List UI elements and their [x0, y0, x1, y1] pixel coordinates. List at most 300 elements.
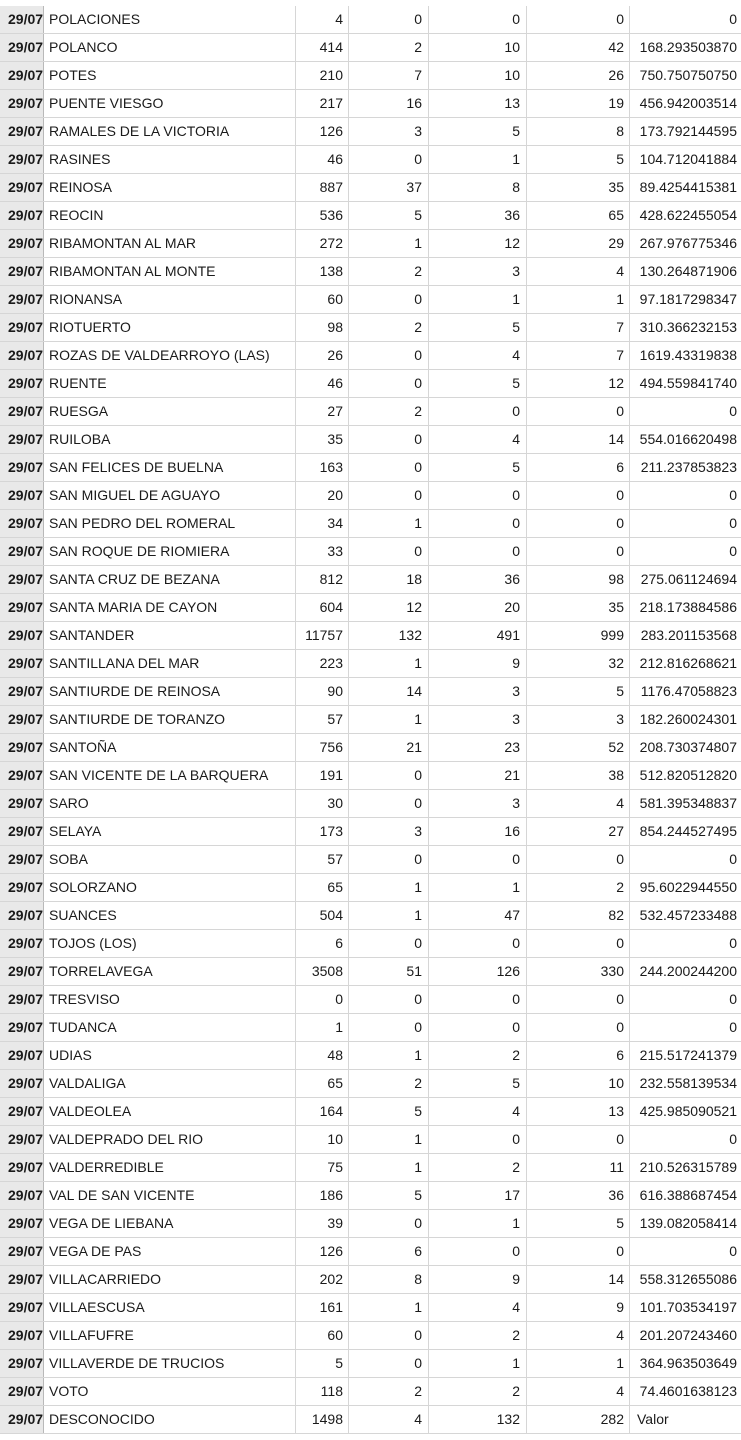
value-cell-4[interactable]: 14	[527, 1266, 630, 1293]
value-cell-2[interactable]: 37	[349, 174, 429, 201]
value-cell-3[interactable]: 36	[429, 566, 527, 593]
date-cell[interactable]	[0, 342, 44, 369]
value-cell-1[interactable]: 6	[296, 930, 349, 957]
value-cell-3[interactable]: 1	[429, 1350, 527, 1377]
table-row[interactable]	[0, 1070, 741, 1098]
municipality-cell[interactable]: VEGA DE LIEBANA	[44, 1210, 296, 1237]
value-cell-5[interactable]: 211.237853823	[640, 459, 737, 475]
value-cell-1[interactable]: 118	[296, 1378, 349, 1405]
date-cell[interactable]	[0, 118, 44, 145]
value-cell-3[interactable]: 36	[429, 202, 527, 229]
municipality-cell[interactable]: TORRELAVEGA	[44, 958, 296, 985]
value-cell-2[interactable]: 1	[349, 1294, 429, 1321]
value-cell-1[interactable]: 65	[296, 874, 349, 901]
value-cell-2[interactable]: 1	[349, 1154, 429, 1181]
table-row[interactable]	[0, 1406, 741, 1434]
date-cell[interactable]	[0, 1182, 44, 1209]
value-cell-4[interactable]: 65	[527, 202, 630, 229]
value-cell-4[interactable]: 32	[527, 650, 630, 677]
table-row[interactable]	[0, 314, 741, 342]
value-cell-1[interactable]: 887	[296, 174, 349, 201]
value-cell-2[interactable]: 14	[349, 678, 429, 705]
value-cell-5[interactable]: 750.750750750	[639, 67, 737, 83]
municipality-cell[interactable]: SOBA	[44, 846, 296, 873]
value-cell-3[interactable]: 10	[429, 62, 527, 89]
value-cell-5[interactable]: 532.457233488	[639, 907, 737, 923]
date-cell[interactable]	[0, 566, 44, 593]
date-cell[interactable]	[0, 846, 44, 873]
table-row[interactable]	[0, 538, 741, 566]
value-cell-4[interactable]: 0	[527, 930, 630, 957]
value-cell-1[interactable]: 34	[296, 510, 349, 537]
value-cell-2[interactable]: 0	[349, 482, 429, 509]
value-cell-4[interactable]: 13	[527, 1098, 630, 1125]
value-cell-1[interactable]: 164	[296, 1098, 349, 1125]
value-cell-5[interactable]: 244.200244200	[639, 963, 737, 979]
value-cell-1[interactable]: 75	[296, 1154, 349, 1181]
value-cell-2[interactable]: 51	[349, 958, 429, 985]
table-row[interactable]	[0, 510, 741, 538]
value-cell-3[interactable]: 47	[429, 902, 527, 929]
value-cell-1[interactable]: 536	[296, 202, 349, 229]
value-cell-2[interactable]: 132	[349, 622, 429, 649]
municipality-cell[interactable]: VALDERREDIBLE	[44, 1154, 296, 1181]
table-row[interactable]	[0, 1210, 741, 1238]
value-cell-2[interactable]: 0	[349, 286, 429, 313]
value-cell-1[interactable]: 48	[296, 1042, 349, 1069]
value-cell-2[interactable]: 21	[349, 734, 429, 761]
table-row[interactable]	[0, 426, 741, 454]
value-cell-4[interactable]: 10	[527, 1070, 630, 1097]
value-cell-4[interactable]: 38	[527, 762, 630, 789]
table-row[interactable]	[0, 790, 741, 818]
value-cell-1[interactable]: 138	[296, 258, 349, 285]
date-cell[interactable]	[0, 1126, 44, 1153]
municipality-cell[interactable]: SAN VICENTE DE LA BARQUERA	[44, 762, 296, 789]
value-cell-4[interactable]: 4	[527, 790, 630, 817]
table-row[interactable]	[0, 594, 741, 622]
table-row[interactable]	[0, 34, 741, 62]
value-cell-3[interactable]: 3	[429, 678, 527, 705]
value-cell-2[interactable]: 4	[349, 1406, 429, 1433]
value-cell-2[interactable]: 5	[349, 1098, 429, 1125]
value-cell-4[interactable]: 27	[527, 818, 630, 845]
value-cell-1[interactable]: 46	[296, 370, 349, 397]
value-cell-4[interactable]: 0	[527, 1014, 630, 1041]
value-cell-2[interactable]: 7	[349, 62, 429, 89]
value-cell-4[interactable]: 7	[527, 342, 630, 369]
value-cell-4[interactable]: 0	[527, 6, 630, 33]
table-row[interactable]	[0, 1182, 741, 1210]
municipality-cell[interactable]: RASINES	[44, 146, 296, 173]
value-cell-5[interactable]: 0	[729, 1019, 737, 1035]
value-cell-2[interactable]: 3	[349, 118, 429, 145]
date-cell[interactable]	[0, 62, 44, 89]
value-cell-4[interactable]: 6	[527, 1042, 630, 1069]
value-cell-1[interactable]: 3508	[296, 958, 349, 985]
value-cell-3[interactable]: 0	[429, 510, 527, 537]
value-cell-4[interactable]: 8	[527, 118, 630, 145]
value-cell-2[interactable]: 8	[349, 1266, 429, 1293]
date-cell[interactable]	[0, 454, 44, 481]
value-cell-4[interactable]: 282	[527, 1406, 630, 1433]
value-cell-1[interactable]: 90	[296, 678, 349, 705]
value-cell-4[interactable]: 0	[527, 986, 630, 1013]
value-cell-1[interactable]: 35	[296, 426, 349, 453]
value-cell-5[interactable]: 283.201153568	[640, 627, 737, 643]
table-row[interactable]	[0, 6, 741, 34]
table-row[interactable]	[0, 342, 741, 370]
municipality-cell[interactable]: TRESVISO	[44, 986, 296, 1013]
table-row[interactable]	[0, 118, 741, 146]
municipality-cell[interactable]: VALDEPRADO DEL RIO	[44, 1126, 296, 1153]
date-cell[interactable]	[0, 1350, 44, 1377]
value-cell-1[interactable]: 39	[296, 1210, 349, 1237]
value-cell-2[interactable]: 0	[349, 790, 429, 817]
municipality-cell[interactable]: ROZAS DE VALDEARROYO (LAS)	[44, 342, 296, 369]
municipality-cell[interactable]: DESCONOCIDO	[44, 1406, 296, 1433]
value-cell-3[interactable]: 0	[429, 846, 527, 873]
value-cell-1[interactable]: 186	[296, 1182, 349, 1209]
table-row[interactable]	[0, 1378, 741, 1406]
value-cell-2[interactable]: 2	[349, 314, 429, 341]
value-cell-3[interactable]: 4	[429, 1098, 527, 1125]
date-cell[interactable]	[0, 174, 44, 201]
table-row[interactable]	[0, 762, 741, 790]
value-cell-2[interactable]: 0	[349, 846, 429, 873]
value-cell-4[interactable]: 26	[527, 62, 630, 89]
value-cell-2[interactable]: 5	[349, 202, 429, 229]
value-cell-5[interactable]: 210.526315789	[639, 1159, 737, 1175]
value-cell-3[interactable]: 4	[429, 1294, 527, 1321]
table-row[interactable]	[0, 258, 741, 286]
value-cell-5[interactable]: 101.703534197	[639, 1299, 737, 1315]
value-cell-1[interactable]: 202	[296, 1266, 349, 1293]
date-cell[interactable]	[0, 1378, 44, 1405]
value-cell-1[interactable]: 5	[296, 1350, 349, 1377]
value-cell-2[interactable]: 1	[349, 1126, 429, 1153]
date-cell[interactable]	[0, 90, 44, 117]
value-cell-4[interactable]: 5	[527, 146, 630, 173]
value-cell-3[interactable]: 5	[429, 454, 527, 481]
value-cell-4[interactable]: 9	[527, 1294, 630, 1321]
table-row[interactable]	[0, 1322, 741, 1350]
table-row[interactable]	[0, 1154, 741, 1182]
table-row[interactable]	[0, 1098, 741, 1126]
date-cell[interactable]	[0, 426, 44, 453]
municipality-cell[interactable]: RIBAMONTAN AL MONTE	[44, 258, 296, 285]
value-cell-4[interactable]: 19	[527, 90, 630, 117]
date-cell[interactable]	[0, 706, 44, 733]
table-row[interactable]	[0, 370, 741, 398]
value-cell-5[interactable]: 616.388687454	[639, 1187, 737, 1203]
municipality-cell[interactable]: SARO	[44, 790, 296, 817]
value-cell-1[interactable]: 33	[296, 538, 349, 565]
value-cell-4[interactable]: 98	[527, 566, 630, 593]
value-cell-3[interactable]: 0	[429, 1014, 527, 1041]
table-row[interactable]	[0, 986, 741, 1014]
value-cell-3[interactable]: 5	[429, 314, 527, 341]
value-cell-2[interactable]: 1	[349, 1042, 429, 1069]
value-cell-2[interactable]: 18	[349, 566, 429, 593]
value-cell-4[interactable]: 0	[527, 1238, 630, 1265]
value-cell-2[interactable]: 0	[349, 454, 429, 481]
value-cell-3[interactable]: 10	[429, 34, 527, 61]
value-cell-1[interactable]: 1498	[296, 1406, 349, 1433]
value-cell-3[interactable]: 0	[429, 1238, 527, 1265]
date-cell[interactable]	[0, 258, 44, 285]
date-cell[interactable]	[0, 930, 44, 957]
value-cell-5[interactable]: 208.730374807	[639, 739, 737, 755]
value-cell-3[interactable]: 4	[429, 426, 527, 453]
value-cell-4[interactable]: 29	[527, 230, 630, 257]
table-row[interactable]	[0, 1042, 741, 1070]
table-row[interactable]	[0, 1294, 741, 1322]
date-cell[interactable]	[0, 510, 44, 537]
value-cell-4[interactable]: 0	[527, 846, 630, 873]
value-cell-5[interactable]: 201.207243460	[639, 1327, 737, 1343]
value-cell-4[interactable]: 12	[527, 370, 630, 397]
value-cell-3[interactable]: 9	[429, 650, 527, 677]
table-row[interactable]	[0, 846, 741, 874]
municipality-cell[interactable]: POTES	[44, 62, 296, 89]
value-cell-4[interactable]: 5	[527, 1210, 630, 1237]
value-cell-5[interactable]: 0	[729, 403, 737, 419]
date-cell[interactable]	[0, 6, 44, 33]
municipality-cell[interactable]: VALDALIGA	[44, 1070, 296, 1097]
value-cell-4[interactable]: 35	[527, 594, 630, 621]
municipality-cell[interactable]: SANTA CRUZ DE BEZANA	[44, 566, 296, 593]
value-cell-2[interactable]: 0	[349, 146, 429, 173]
value-cell-5[interactable]: 1176.47058823	[640, 683, 737, 699]
municipality-cell[interactable]: PUENTE VIESGO	[44, 90, 296, 117]
value-cell-2[interactable]: 2	[349, 398, 429, 425]
value-cell-3[interactable]: 2	[429, 1154, 527, 1181]
value-cell-1[interactable]: 191	[296, 762, 349, 789]
municipality-cell[interactable]: TOJOS (LOS)	[44, 930, 296, 957]
value-cell-2[interactable]: 0	[349, 986, 429, 1013]
date-cell[interactable]	[0, 594, 44, 621]
municipality-cell[interactable]: VEGA DE PAS	[44, 1238, 296, 1265]
value-cell-3[interactable]: 23	[429, 734, 527, 761]
value-cell-1[interactable]: 217	[296, 90, 349, 117]
date-cell[interactable]	[0, 230, 44, 257]
value-cell-4[interactable]: 42	[527, 34, 630, 61]
date-cell[interactable]	[0, 286, 44, 313]
municipality-cell[interactable]: VILLAFUFRE	[44, 1322, 296, 1349]
table-row[interactable]	[0, 650, 741, 678]
value-cell-5[interactable]: 428.622455054	[639, 207, 737, 223]
value-cell-4[interactable]: 0	[527, 482, 630, 509]
value-cell-2[interactable]: 0	[349, 1350, 429, 1377]
municipality-cell[interactable]: SANTANDER	[44, 622, 296, 649]
table-row[interactable]	[0, 286, 741, 314]
date-cell[interactable]	[0, 1406, 44, 1433]
value-cell-3[interactable]: 2	[429, 1322, 527, 1349]
value-cell-2[interactable]: 2	[349, 1378, 429, 1405]
value-cell-5[interactable]: 139.082058414	[639, 1215, 737, 1231]
table-row[interactable]	[0, 678, 741, 706]
municipality-cell[interactable]: VAL DE SAN VICENTE	[44, 1182, 296, 1209]
date-cell[interactable]	[0, 818, 44, 845]
value-cell-5[interactable]: 554.016620498	[639, 431, 737, 447]
value-cell-2[interactable]: 3	[349, 818, 429, 845]
value-cell-3[interactable]: 8	[429, 174, 527, 201]
value-cell-4[interactable]: 2	[527, 874, 630, 901]
municipality-cell[interactable]: SANTILLANA DEL MAR	[44, 650, 296, 677]
table-row[interactable]	[0, 1266, 741, 1294]
value-cell-4[interactable]: 6	[527, 454, 630, 481]
date-cell[interactable]	[0, 1014, 44, 1041]
date-cell[interactable]	[0, 370, 44, 397]
date-cell[interactable]	[0, 34, 44, 61]
value-cell-5[interactable]: 310.366232153	[639, 319, 737, 335]
value-cell-5[interactable]: 0	[729, 1131, 737, 1147]
value-cell-5[interactable]: 0	[729, 11, 737, 27]
municipality-cell[interactable]: RUILOBA	[44, 426, 296, 453]
date-cell[interactable]	[0, 874, 44, 901]
value-cell-5[interactable]: 173.792144595	[639, 123, 737, 139]
table-row[interactable]	[0, 174, 741, 202]
value-cell-1[interactable]: 756	[296, 734, 349, 761]
value-cell-5[interactable]: 267.976775346	[639, 235, 737, 251]
municipality-cell[interactable]: VALDEOLEA	[44, 1098, 296, 1125]
value-cell-3[interactable]: 9	[429, 1266, 527, 1293]
date-cell[interactable]	[0, 482, 44, 509]
value-cell-2[interactable]: 0	[349, 1210, 429, 1237]
municipality-cell[interactable]: SELAYA	[44, 818, 296, 845]
municipality-cell[interactable]: RUENTE	[44, 370, 296, 397]
date-cell[interactable]	[0, 678, 44, 705]
value-cell-4[interactable]: 0	[527, 538, 630, 565]
value-cell-5[interactable]: 275.061124694	[640, 571, 737, 587]
value-cell-3[interactable]: 5	[429, 370, 527, 397]
value-cell-4[interactable]: 4	[527, 1378, 630, 1405]
date-cell[interactable]	[0, 1266, 44, 1293]
table-row[interactable]	[0, 1126, 741, 1154]
value-cell-1[interactable]: 414	[296, 34, 349, 61]
municipality-cell[interactable]: SANTA MARIA DE CAYON	[44, 594, 296, 621]
value-cell-4[interactable]: 35	[527, 174, 630, 201]
value-cell-1[interactable]: 126	[296, 118, 349, 145]
value-cell-2[interactable]: 6	[349, 1238, 429, 1265]
value-cell-3[interactable]: 17	[429, 1182, 527, 1209]
value-cell-2[interactable]: 0	[349, 538, 429, 565]
value-cell-1[interactable]: 604	[296, 594, 349, 621]
value-cell-3[interactable]: 491	[429, 622, 527, 649]
value-cell-2[interactable]: 0	[349, 6, 429, 33]
value-cell-5[interactable]: 218.173884586	[639, 599, 737, 615]
table-row[interactable]	[0, 930, 741, 958]
date-cell[interactable]	[0, 958, 44, 985]
value-cell-1[interactable]: 27	[296, 398, 349, 425]
value-cell-3[interactable]: 0	[429, 482, 527, 509]
table-row[interactable]	[0, 622, 741, 650]
value-cell-3[interactable]: 3	[429, 706, 527, 733]
date-cell[interactable]	[0, 622, 44, 649]
date-cell[interactable]	[0, 790, 44, 817]
value-cell-5[interactable]: 104.712041884	[639, 151, 737, 167]
value-cell-1[interactable]: 10	[296, 1126, 349, 1153]
value-cell-3[interactable]: 1	[429, 146, 527, 173]
value-cell-3[interactable]: 0	[429, 986, 527, 1013]
value-cell-4[interactable]: 7	[527, 314, 630, 341]
table-row[interactable]	[0, 958, 741, 986]
value-cell-4[interactable]: 0	[527, 510, 630, 537]
municipality-cell[interactable]: VOTO	[44, 1378, 296, 1405]
municipality-cell[interactable]: VILLAVERDE DE TRUCIOS	[44, 1350, 296, 1377]
value-cell-3[interactable]: 1	[429, 286, 527, 313]
table-row[interactable]	[0, 398, 741, 426]
value-cell-5[interactable]: 0	[729, 935, 737, 951]
value-cell-1[interactable]: 20	[296, 482, 349, 509]
municipality-cell[interactable]: TUDANCA	[44, 1014, 296, 1041]
value-cell-2[interactable]: 1	[349, 650, 429, 677]
value-cell-4[interactable]: 82	[527, 902, 630, 929]
date-cell[interactable]	[0, 314, 44, 341]
date-cell[interactable]	[0, 1042, 44, 1069]
value-cell-5[interactable]: 558.312655086	[639, 1271, 737, 1287]
date-cell[interactable]	[0, 538, 44, 565]
date-cell[interactable]	[0, 986, 44, 1013]
table-row[interactable]	[0, 566, 741, 594]
municipality-cell[interactable]: VILLACARRIEDO	[44, 1266, 296, 1293]
value-cell-5[interactable]: 0	[729, 543, 737, 559]
value-cell-4[interactable]: 4	[527, 1322, 630, 1349]
value-cell-3[interactable]: 21	[429, 762, 527, 789]
table-row[interactable]	[0, 734, 741, 762]
value-cell-3[interactable]: 2	[429, 1042, 527, 1069]
value-cell-4[interactable]: 52	[527, 734, 630, 761]
value-cell-2[interactable]: 1	[349, 706, 429, 733]
value-cell-1[interactable]: 223	[296, 650, 349, 677]
municipality-cell[interactable]: SAN MIGUEL DE AGUAYO	[44, 482, 296, 509]
value-cell-4[interactable]: 4	[527, 258, 630, 285]
date-cell[interactable]	[0, 1154, 44, 1181]
date-cell[interactable]	[0, 734, 44, 761]
value-cell-5[interactable]: 89.4254415381	[639, 179, 737, 195]
date-cell[interactable]	[0, 1210, 44, 1237]
municipality-cell[interactable]: REINOSA	[44, 174, 296, 201]
value-cell-5[interactable]: 364.963503649	[639, 1355, 737, 1371]
value-cell-1[interactable]: 98	[296, 314, 349, 341]
value-cell-5[interactable]: 512.820512820	[639, 767, 737, 783]
date-cell[interactable]	[0, 1098, 44, 1125]
value-cell-1[interactable]: 126	[296, 1238, 349, 1265]
table-row[interactable]	[0, 818, 741, 846]
municipality-cell[interactable]: RUESGA	[44, 398, 296, 425]
value-cell-3[interactable]: 0	[429, 1126, 527, 1153]
date-cell[interactable]	[0, 1070, 44, 1097]
municipality-cell[interactable]: RIOTUERTO	[44, 314, 296, 341]
municipality-cell[interactable]: VILLAESCUSA	[44, 1294, 296, 1321]
value-cell-2[interactable]: 12	[349, 594, 429, 621]
value-cell-3[interactable]: 132	[429, 1406, 527, 1433]
value-cell-3[interactable]: 0	[429, 930, 527, 957]
value-cell-1[interactable]: 161	[296, 1294, 349, 1321]
table-row[interactable]	[0, 706, 741, 734]
value-cell-5[interactable]: 0	[729, 991, 737, 1007]
table-row[interactable]	[0, 1238, 741, 1266]
table-row[interactable]	[0, 454, 741, 482]
date-cell[interactable]	[0, 902, 44, 929]
municipality-cell[interactable]: SANTIURDE DE TORANZO	[44, 706, 296, 733]
value-cell-3[interactable]: 1	[429, 1210, 527, 1237]
value-cell-4[interactable]: 14	[527, 426, 630, 453]
date-cell[interactable]	[0, 762, 44, 789]
value-cell-1[interactable]: 1	[296, 1014, 349, 1041]
date-cell[interactable]	[0, 650, 44, 677]
